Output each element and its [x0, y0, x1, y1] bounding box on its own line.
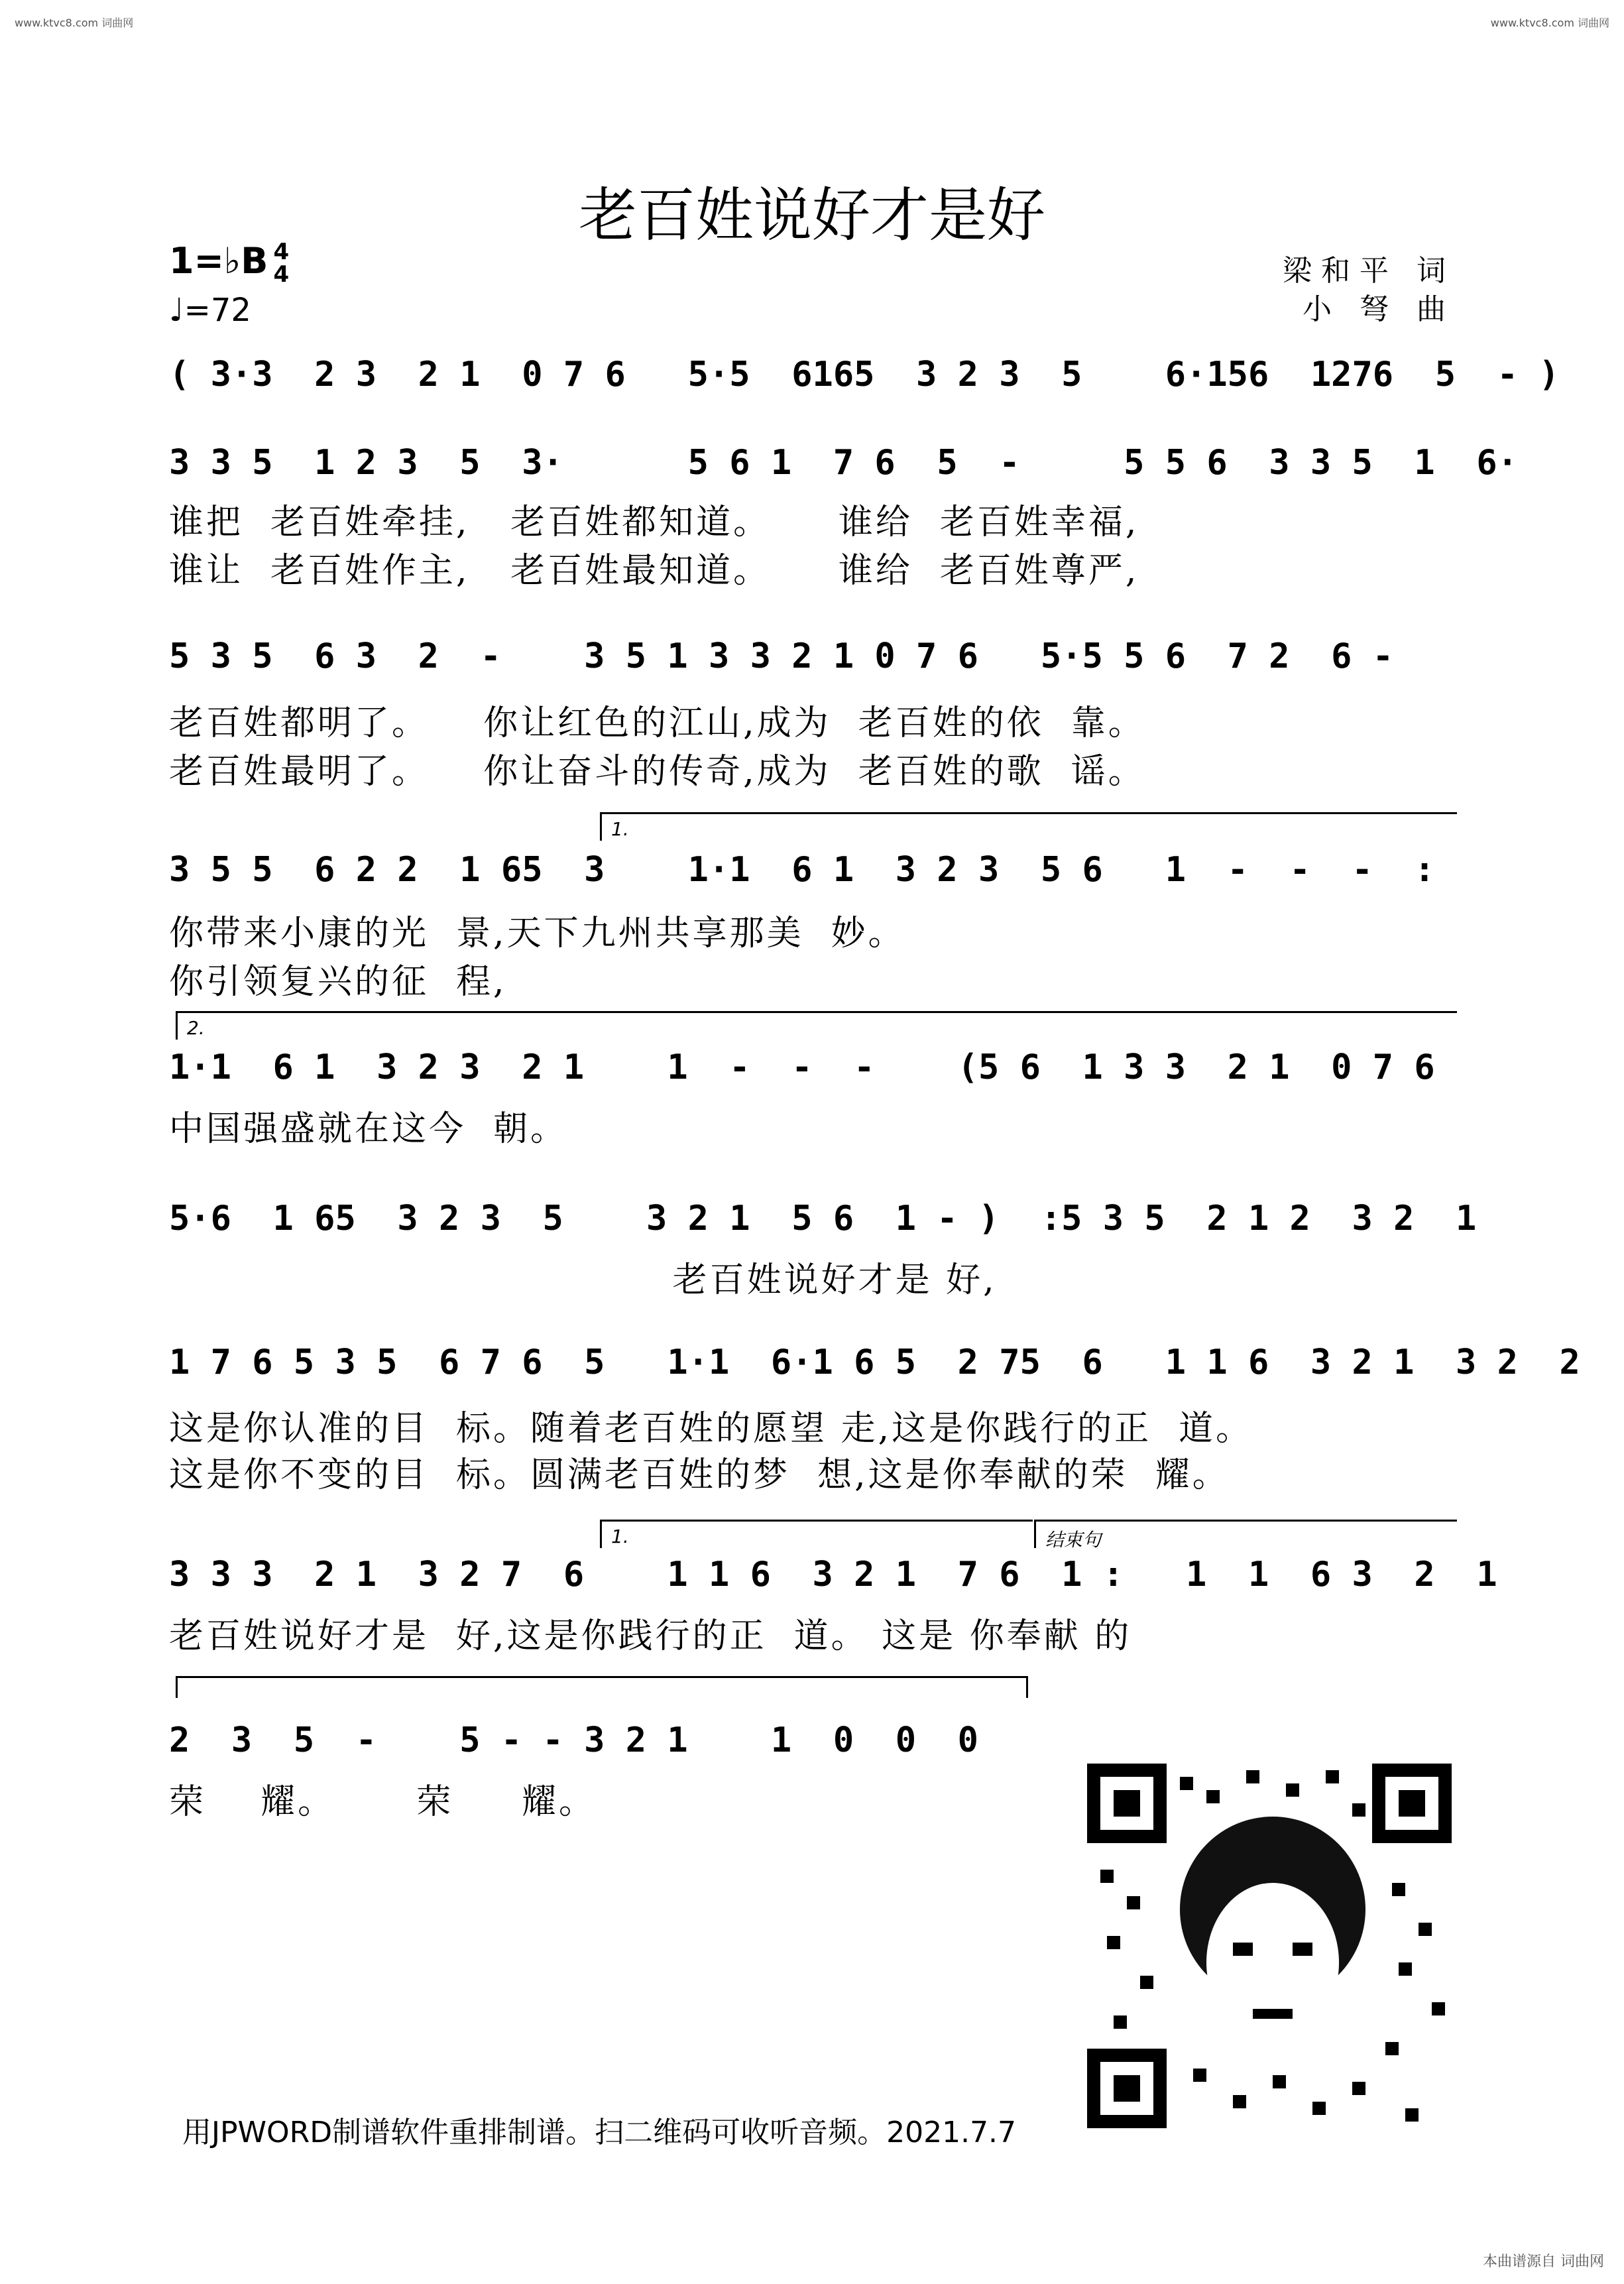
- volta-bracket-first-ending: [600, 812, 1457, 841]
- score-row-6-lyric-1: 老百姓说好才是 好,: [169, 1260, 997, 1300]
- score-row-2-lyric-1: 谁把 老百姓牵挂, 老百姓都知道。 谁给 老百姓幸福,: [169, 503, 1139, 542]
- watermark-bottom-right: 本曲谱源自 词曲网: [1483, 2254, 1604, 2270]
- volta-label: 1.: [611, 818, 629, 840]
- time-bottom: 4: [273, 261, 290, 288]
- composer-credit: 小 弩 曲: [1303, 292, 1455, 326]
- score-row-4-lyric-2: 你引领复兴的征 程,: [169, 962, 507, 1002]
- score-row-7-lyric-2: 这是你不变的目 标。圆满老百姓的梦 想,这是你奉献的荣 耀。: [169, 1455, 1230, 1495]
- volta-label: 1.: [611, 1526, 629, 1547]
- qr-code-image: [1087, 1764, 1452, 2128]
- score-row-6-notes: 5·6 1 65 3 2 3 5 3 2 1 5 6 1 - ) :5 3 5 2 1 2 3 2 1: [169, 1199, 1477, 1238]
- score-row-5-notes: 1·1 6 1 3 2 3 2 1 1 - - - (5 6 1 3 3 2 1 0 7 6: [169, 1048, 1435, 1087]
- score-row-7-notes: 1 7 6 5 3 5 6 7 6 5 1·1 6·1 6 5 2 75 6 1 1 6 3 2 1 3 2 2: [169, 1343, 1580, 1382]
- score-row-3-lyric-2: 老百姓最明了。 你让奋斗的传奇,成为 老百姓的歌 谣。: [169, 752, 1145, 792]
- score-row-4-notes: 3 5 5 6 2 2 1 65 3 1·1 6 1 3 2 3 5 6 1 - - - :: [169, 850, 1435, 890]
- score-row-3-lyric-1: 老百姓都明了。 你让红色的江山,成为 老百姓的依 靠。: [169, 703, 1145, 743]
- score-row-2-notes: 3 3 5 1 2 3 5 3· 5 6 1 7 6 5 - 5 5 6 3 3 5 1 6·: [169, 443, 1518, 483]
- key-signature: [169, 240, 289, 286]
- time-top: 4: [273, 239, 290, 266]
- watermark-top-right: www.ktvc8.com 词曲网: [1490, 17, 1609, 29]
- volta-label: 2.: [187, 1017, 205, 1039]
- lyricist-credit: 梁和平 词: [1283, 254, 1455, 288]
- score-row-8-notes: 3 3 3 2 1 3 2 7 6 1 1 6 3 2 1 7 6 1 : 1 1 6 3 2 1: [169, 1555, 1497, 1594]
- score-row-8-lyric-1: 老百姓说好才是 好,这是你践行的正 道。 这是 你奉献 的: [169, 1616, 1132, 1656]
- volta-bracket-row8-first: [600, 1520, 1033, 1548]
- volta-bracket-ending-phrase: [1034, 1520, 1457, 1551]
- score-row-2-lyric-2: 谁让 老百姓作主, 老百姓最知道。 谁给 老百姓尊严,: [169, 551, 1139, 591]
- song-title: 老百姓说好才是好: [578, 181, 1045, 249]
- volta-bracket-second-ending: [176, 1011, 1457, 1040]
- ending-phrase-label: 结束句: [1045, 1529, 1102, 1551]
- score-row-3-notes: 5 3 5 6 3 2 - 3 5 1 3 3 2 1 0 7 6 5·5 5 6 7 2 6 -: [169, 636, 1394, 676]
- score-row-1-notes: ( 3·3 2 3 2 1 0 7 6 5·5 6165 3 2 3 5 6·156 1276 5 - ): [169, 355, 1560, 394]
- score-row-9-notes: 2 3 5 - 5 - - 3 2 1 1 0 0 0: [169, 1720, 978, 1760]
- watermark-top-left: www.ktvc8.com 词曲网: [15, 17, 134, 29]
- time-signature: [273, 241, 289, 286]
- key-label: 1=♭B: [169, 240, 268, 282]
- phrase-bracket: [176, 1676, 1028, 1698]
- score-row-4-lyric-1: 你带来小康的光 景,天下九州共享那美 妙。: [169, 914, 905, 953]
- score-row-5-lyric-1: 中国强盛就在这今 朝。: [169, 1109, 568, 1149]
- score-row-7-lyric-1: 这是你认准的目 标。随着老百姓的愿望 走,这是你践行的正 道。: [169, 1409, 1253, 1449]
- score-row-9-lyric-1: 荣 耀。 荣 耀。: [169, 1782, 596, 1822]
- tempo-marking: ♩=72: [169, 292, 251, 329]
- footer-note: 用JPWORD制谱软件重排制谱。扫二维码可收听音频。2021.7.7: [182, 2116, 1017, 2149]
